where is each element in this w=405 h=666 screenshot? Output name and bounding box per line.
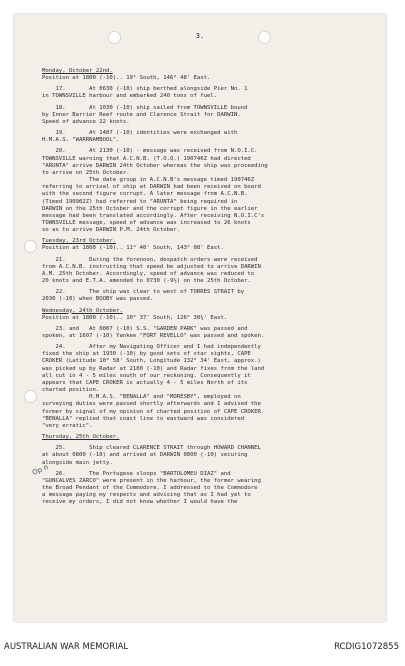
punch-hole (24, 390, 37, 403)
footer-source: AUSTRALIAN WAR MEMORIAL (4, 642, 129, 652)
date-heading: Tuesday, 23rd October. (42, 238, 117, 245)
text-line: 22. The ship was clear to west of TORRES STRAIT by (42, 289, 245, 296)
text-line: appears that CAPE CROKER is actually 4 - 5 miles North of its (42, 379, 248, 386)
text-line: 25. Ship cleared CLARENCE STRAIT through HOWARD CHANNEL (42, 445, 261, 452)
text-line: a message paying my respects and advising that as I had yet to (42, 492, 251, 499)
punch-hole (24, 240, 37, 253)
document-page (14, 14, 386, 622)
date-heading: Monday, October 22nd. (42, 68, 113, 74)
text-line: in TOWNSVILLE harbour and embarked 240 tons of fuel. (42, 93, 218, 100)
text-line: to arrive on 25th October. (42, 169, 130, 176)
date-heading: Thursday, 25th October. (42, 434, 120, 441)
text-line: 24. After my Navigating Officer and I had independently (42, 344, 261, 351)
text-line: "BENALLA" replied that coast line to eastward was considered (42, 415, 245, 422)
text-line: all cut in 4 - 5 miles south of our reckoning. Consequently it (42, 372, 251, 379)
text-line: by Inner Barrier Reef route and Clarence Strait for DARWIN. (42, 111, 241, 118)
text-line: with the second figure corrupt. A later message from A.C.N.B. (42, 191, 248, 198)
text-line: Position at 1800 (-10).. 11° 40' South, 143° 08' East. (42, 245, 224, 252)
text-line: referring to arrival of ship at DARWIN had been received on board (42, 184, 261, 191)
text-line: 19. At 1407 (-10) identities were exchanged with (42, 130, 238, 137)
text-line: (Timed 190902Z) had referred to "ARUNTA" being required in (42, 198, 238, 205)
date-heading: Wednesday, 24th October. (42, 307, 123, 314)
text-line: 20. At 2130 (-10) - message was received from N.O.I.C. (42, 148, 258, 155)
text-line: TOWNSVILLE message, speed of advance was increased to 26 knots (42, 219, 251, 226)
text-line: "very erratic". (42, 422, 93, 429)
text-line: spoken, at 1607 (-10) Yankee "FORT REVELLO" was passed and spoken. (42, 333, 265, 339)
text-line: "GONCALVES ZARCO" were present in the harbour, the former wearing (42, 477, 261, 484)
text-line: alongside main jetty. (42, 459, 113, 466)
text-line: A.M. 25th October. Accordingly, speed of advance was reduced to (42, 270, 255, 277)
text-line: from A.C.N.B. instructing that speed be adjusted to arrive DARWIN (42, 263, 261, 270)
text-line: Speed of advance 22 knots. (42, 118, 130, 125)
text-line: H.M.A.S. "WARRNAMBOOL". (42, 137, 120, 144)
text-line: CROKER (Latitude 10° 58' South, Longitude 132° 34' East, approx.) (42, 358, 261, 365)
footer (0, 632, 405, 666)
text-line: former by signal of my opinion of charted position of CAPE CROKER. (42, 408, 265, 415)
text-line: was picked up by Radar at 2100 (-10) and Radar fixes from the land (42, 365, 265, 372)
document-body (42, 68, 374, 506)
text-line: TOWNSVILLE warning that A.C.N.B. (T.O.O.) 190746Z had directed (42, 155, 251, 162)
text-line: the Broad Pendant of the Commodore. I addressed to the Commodore (42, 484, 258, 491)
footer-record-id: RCDIG1072855 (334, 642, 399, 652)
page-number: 3. (195, 32, 205, 40)
text-line: DARWIN on the 25th October and the corrupt figure in the earlier (42, 205, 258, 212)
text-line: "ARUNTA" arrive DARWIN 24th October whereas the ship was proceeding (42, 162, 268, 169)
text-line: fixed the ship at 1930 (-10) by good sets of star sights, CAPE (42, 351, 251, 358)
text-line: message had been translated accordingly. After receiving N.O.I.C's (42, 212, 265, 219)
text-line: charted position. (42, 387, 100, 394)
text-line: 26. The Portugese sloops "BARTOLOMEU DIAZ" and (42, 470, 231, 477)
text-line: 2030 (-10) when BOOBY was passed. (42, 296, 154, 303)
text-line: at about 0800 (-10) and arrived at DARWIN 0800 (-10) securing (42, 452, 248, 459)
text-line: Position at 1800 (-10).. 10° 37' South, 126° 30¼' East. (42, 314, 228, 321)
text-line: 21. During the forenoon, despatch orders were received (42, 256, 258, 263)
text-line: 17. At 0630 (-10) ship berthed alongside Pier No. 1 (42, 86, 248, 93)
margin-annotation: Op n (31, 463, 50, 477)
text-line: 23. and At 0007 (-10) S.S. "GARDEN PARK" was passed and (42, 325, 248, 332)
text-line: 18. At 1030 (-10) ship sailed from TOWNSVILLE bound (42, 104, 248, 111)
text-line: Position at 1800 (-10).. 19° South, 146° 48' East. (42, 75, 211, 82)
text-line: so as to arrive DARWIN P.M. 24th October. (42, 227, 181, 234)
text-line: surveying duties were passed shortly afterwards and I advised the (42, 401, 261, 408)
text-line: H.M.A.S. "BENALLA" and "MORESBY", employed on (42, 394, 241, 401)
text-line: The date group in A.C.N.B's message timed 190746Z (42, 177, 255, 184)
text-line: receive my orders, I did not know whether I would have the (42, 499, 238, 506)
text-line: 20 knots and E.T.A. amended to 0730 (-9½) on the 25th October. (42, 278, 251, 285)
